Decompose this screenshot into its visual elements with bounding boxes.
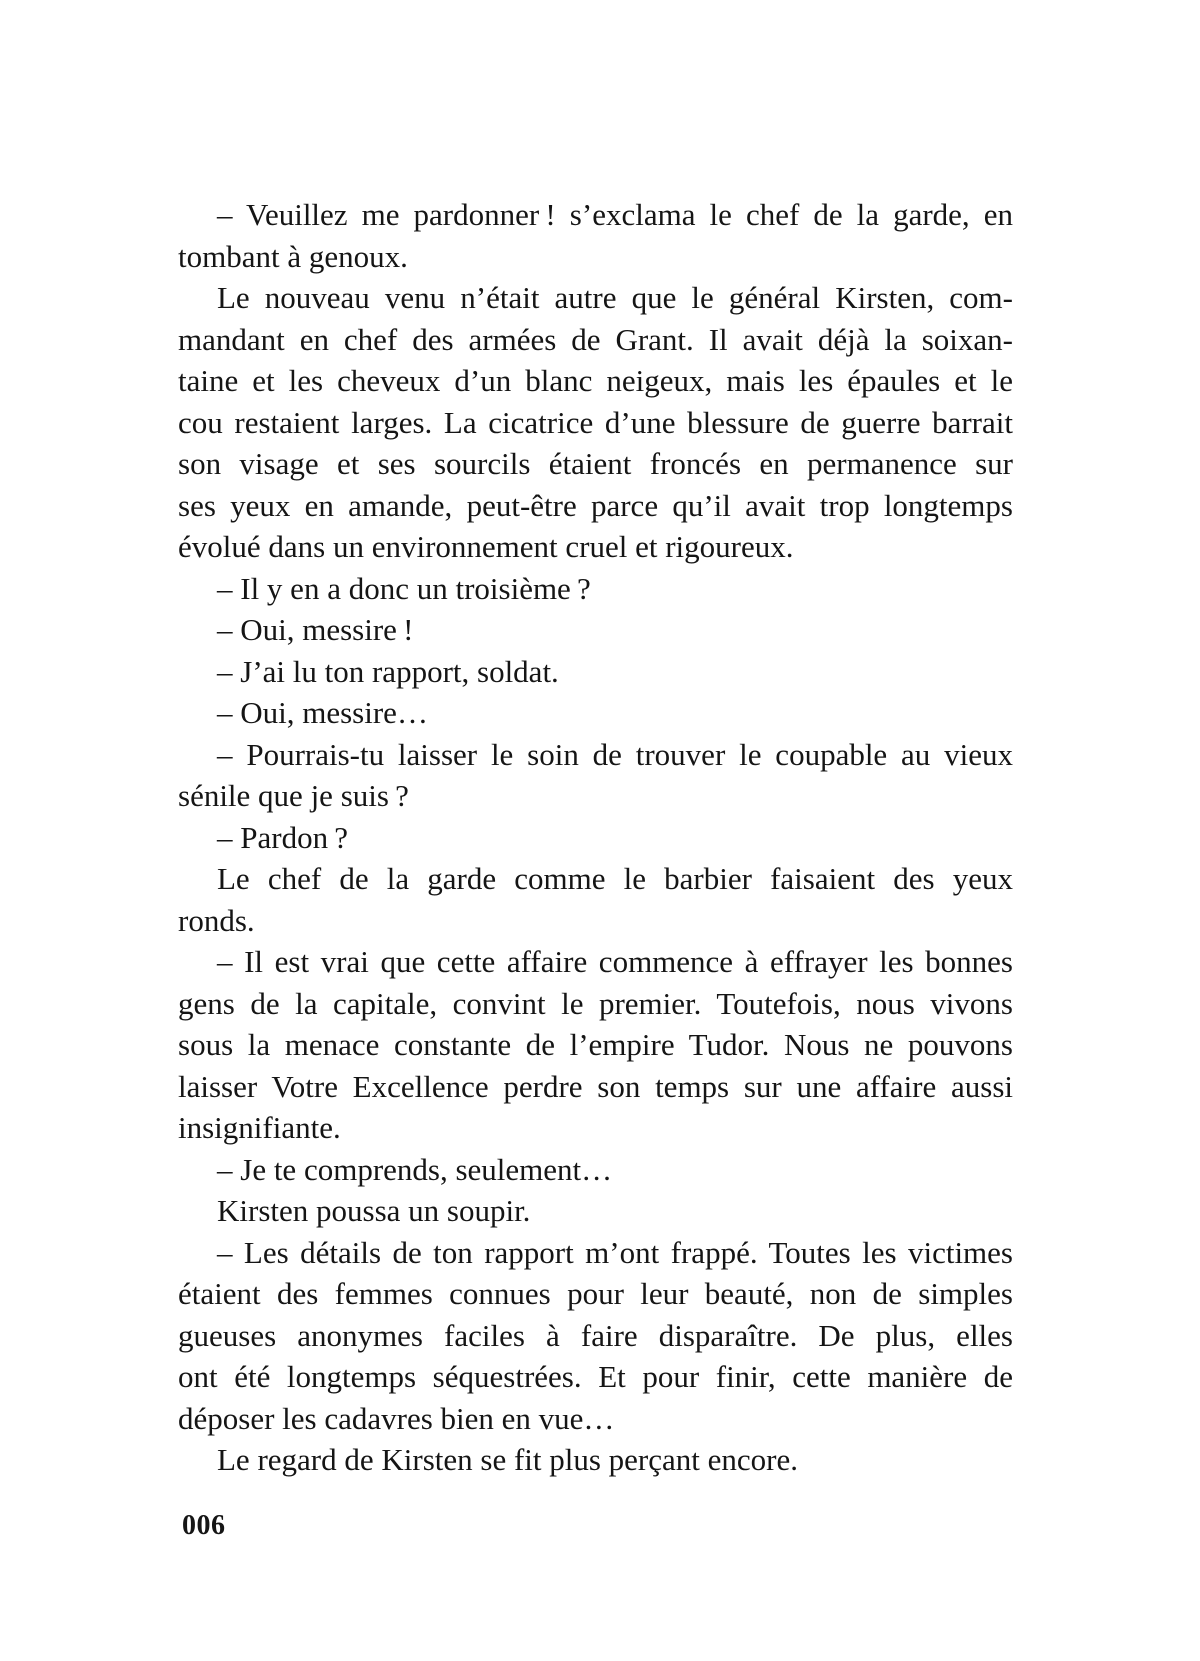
text-line: – Les détails de ton rapport m’ont frappé. Toutes les victimes xyxy=(217,1234,1013,1270)
text-line: Kirsten poussa un soupir. xyxy=(217,1193,531,1228)
text-line: – Pourrais-tu laisser le soin de trouver le coupable au vieux xyxy=(217,736,1013,772)
text-line: – Il y en a donc un troisième ? xyxy=(217,570,591,606)
text-line: – Je te comprends, seulement… xyxy=(217,1151,613,1187)
paragraph xyxy=(178,194,1013,277)
text-line: – Oui, messire… xyxy=(217,695,428,730)
paragraph xyxy=(178,1232,1013,1440)
paragraph xyxy=(178,277,1013,568)
text-line: taine et les cheveux d’un blanc neigeux, mais les épaules et le xyxy=(178,363,1013,398)
text-line: sous la menace constante de l’empire Tudor. Nous ne pouvons xyxy=(178,1027,1013,1062)
text-line: sénile que je suis ? xyxy=(178,778,409,813)
paragraph xyxy=(178,941,1013,1149)
text-line: laisser Votre Excellence perdre son temps sur une affaire aussi xyxy=(178,1068,1013,1104)
text-line: son visage et ses sourcils étaient froncés en permanence sur xyxy=(178,446,1013,481)
text-line: – Veuillez me pardonner ! s’exclama le chef de la garde, en xyxy=(217,197,1013,232)
text-line: cou restaient larges. La cicatrice d’une blessure de guerre barrait xyxy=(178,404,1013,440)
text-line: déposer les cadavres bien en vue… xyxy=(178,1400,615,1436)
page-number: 006 xyxy=(182,1510,226,1541)
text-line: – J’ai lu ton rapport, soldat. xyxy=(217,653,559,689)
text-block xyxy=(178,194,1013,1481)
paragraph xyxy=(178,651,1013,693)
text-line: insignifiante. xyxy=(178,1110,341,1145)
paragraph xyxy=(178,1149,1013,1191)
text-line: ronds. xyxy=(178,902,255,938)
text-line: tombant à genoux. xyxy=(178,238,408,274)
text-line: évolué dans un environnement cruel et rigoureux. xyxy=(178,529,794,564)
text-line: ses yeux en amande, peut-être parce qu’il avait trop longtemps xyxy=(178,487,1013,523)
text-line: gens de la capitale, convint le premier. Toutefois, nous vivons xyxy=(178,985,1013,1021)
text-line: – Il est vrai que cette affaire commence à effrayer les bonnes xyxy=(217,944,1013,979)
text-line: Le regard de Kirsten se fit plus perçant encore. xyxy=(217,1442,798,1477)
text-line: mandant en chef des armées de Grant. Il avait déjà la soixan- xyxy=(178,321,1013,357)
text-line: – Pardon ? xyxy=(217,819,349,855)
paragraph xyxy=(178,1439,1013,1481)
paragraph xyxy=(178,1190,1013,1232)
paragraph xyxy=(178,734,1013,817)
paragraph xyxy=(178,858,1013,941)
text-line: – Oui, messire ! xyxy=(217,612,414,647)
paragraph xyxy=(178,609,1013,651)
paragraph xyxy=(178,817,1013,859)
paragraph xyxy=(178,692,1013,734)
text-line: gueuses anonymes faciles à faire disparaître. De plus, elles xyxy=(178,1317,1013,1353)
text-line: étaient des femmes connues pour leur beauté, non de simples xyxy=(178,1276,1013,1311)
text-line: ont été longtemps séquestrées. Et pour finir, cette manière de xyxy=(178,1359,1013,1394)
text-line: Le nouveau venu n’était autre que le général Kirsten, com- xyxy=(217,280,1013,315)
text-line: Le chef de la garde comme le barbier faisaient des yeux xyxy=(217,861,1013,896)
paragraph xyxy=(178,568,1013,610)
